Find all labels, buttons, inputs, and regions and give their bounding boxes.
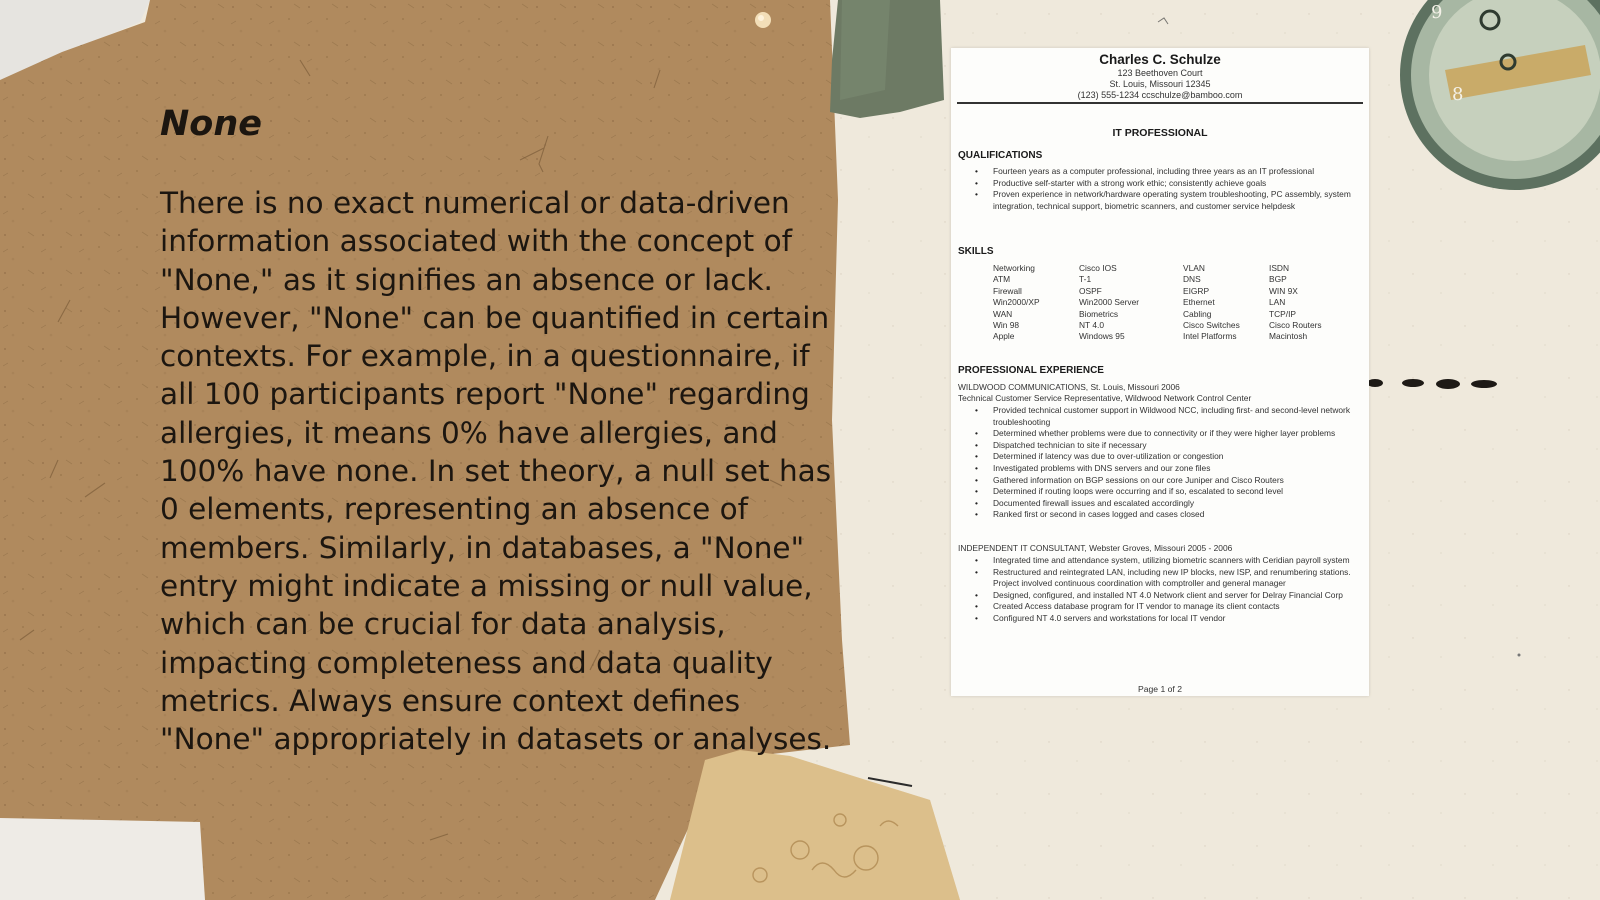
skill-item: VLAN bbox=[1183, 263, 1205, 273]
experience-heading: PROFESSIONAL EXPERIENCE bbox=[958, 365, 1104, 376]
skill-item: TCP/IP bbox=[1269, 308, 1296, 319]
qualifications-list bbox=[975, 166, 1360, 212]
job2-bullet: • Configured NT 4.0 servers and workstations for local IT vendor bbox=[975, 613, 1360, 625]
skill-item: Apple bbox=[993, 331, 1015, 342]
skill-item: LAN bbox=[1269, 297, 1286, 308]
skill-item: Win2000 Server bbox=[1079, 297, 1140, 308]
skill-item: Networking bbox=[993, 263, 1035, 273]
skill-item: Cisco Routers bbox=[1269, 320, 1322, 331]
resume-contact: (123) 555-1234 ccschulze@bamboo.com bbox=[1077, 90, 1243, 100]
job1-title: Technical Customer Service Representative, Wildwood Network Control Center bbox=[958, 393, 1252, 403]
skill-item: DNS bbox=[1183, 274, 1201, 285]
skill-item: Win 98 bbox=[993, 320, 1020, 331]
job2-bullet: • Created Access database program for IT vendor to manage its client contacts bbox=[975, 601, 1360, 613]
skill-item: Firewall bbox=[993, 285, 1022, 296]
skill-item: WAN bbox=[993, 308, 1013, 319]
skill-item: BGP bbox=[1269, 274, 1287, 285]
slide-title: None bbox=[160, 104, 262, 144]
resume-name: Charles C. Schulze bbox=[1099, 52, 1221, 67]
qualification-item: • Productive self-starter with a strong work ethic; consistently achieve goals bbox=[975, 178, 1360, 190]
resume-divider bbox=[957, 102, 1363, 104]
job1-bullet: • Provided technical customer support in Wildwood NCC, including first- and second-level network troubleshooting bbox=[975, 405, 1360, 428]
paper-scrap-bottom-left bbox=[0, 818, 205, 900]
skill-item: OSPF bbox=[1079, 285, 1102, 296]
skill-item: ATM bbox=[993, 274, 1011, 285]
resume-address-line1: 123 Beethoven Court bbox=[1117, 68, 1203, 78]
svg-text:8: 8 bbox=[1452, 84, 1464, 105]
resume-headline: IT PROFESSIONAL bbox=[1112, 127, 1208, 139]
job2-bullet: • Restructured and reintegrated LAN, including new IP blocks, new ISP, and renumbering stations. Project involved continuous coordination with comptroller and general manager bbox=[975, 567, 1360, 590]
job1-bullet: • Determined whether problems were due to connectivity or if they were higher layer problems bbox=[975, 428, 1360, 440]
qualification-item: • Proven experience in network/hardware operating system troubleshooting, PC assembly, system integration, technical support, biometric scanners, and customer service helpdesk bbox=[975, 189, 1360, 212]
qualifications-heading: QUALIFICATIONS bbox=[958, 150, 1043, 161]
resume-address-line2: St. Louis, Missouri 12345 bbox=[1109, 79, 1211, 89]
job1-bullet: • Documented firewall issues and escalated accordingly bbox=[975, 498, 1360, 510]
skill-item: Ethernet bbox=[1183, 297, 1215, 308]
job1-bullet: • Determined if latency was due to over-utilization or congestion bbox=[975, 451, 1360, 463]
skill-item: Biometrics bbox=[1079, 308, 1119, 319]
job1-company: WILDWOOD COMMUNICATIONS, St. Louis, Missouri 2006 bbox=[958, 382, 1180, 392]
qualification-item: • Fourteen years as a computer professional, including three years as an IT professional bbox=[975, 166, 1360, 178]
job2-bullet: • Designed, configured, and installed NT 4.0 Network client and server for Delray Financial Corp bbox=[975, 590, 1360, 602]
job1-bullet: • Dispatched technician to site if necessary bbox=[975, 440, 1360, 452]
page-number: Page 1 of 2 bbox=[1138, 684, 1182, 694]
job1-bullet: • Ranked first or second in cases logged and cases closed bbox=[975, 509, 1360, 521]
skill-item: NT 4.0 bbox=[1079, 320, 1104, 331]
skill-item: WIN 9X bbox=[1269, 285, 1298, 296]
skill-item: T-1 bbox=[1079, 274, 1092, 285]
skill-item: Macintosh bbox=[1269, 331, 1308, 342]
skill-item: Intel Platforms bbox=[1183, 331, 1237, 342]
job1-bullet: • Gathered information on BGP sessions on our core Juniper and Cisco Routers bbox=[975, 475, 1360, 487]
slide-body-text: There is no exact numerical or data-driven information associated with the concept of "None," as it signifies an absence or lack. However, "None" can be quantified in certain contexts. For example, in a questionnaire, if all 100 participants report "None" regarding allergies, it means 0% have allergies, and 100% have none. In set theory, a null set has 0 elements, representing an absence of members. Similarly, in databases, a "None" entry might indicate a missing or null value, which can be crucial for data analysis, impacting completeness and data quality metrics. Always ensure context defines "None" appropriately in datasets or analyses. bbox=[160, 186, 832, 757]
job2-bullet: • Integrated time and attendance system, utilizing biometric scanners with Ceridian payroll system bbox=[975, 555, 1360, 567]
resume-document bbox=[951, 48, 1369, 696]
job2-bullets bbox=[975, 555, 1360, 625]
job1-bullet: • Determined if routing loops were occurring and if so, escalated to second level bbox=[975, 486, 1360, 498]
skill-item: EIGRP bbox=[1183, 285, 1210, 296]
skills-heading: SKILLS bbox=[958, 246, 994, 257]
skills-grid bbox=[993, 263, 1353, 343]
svg-text:9: 9 bbox=[1431, 2, 1443, 23]
job2-company: INDEPENDENT IT CONSULTANT, Webster Groves, Missouri 2005 - 2006 bbox=[958, 543, 1233, 553]
skill-item: Cabling bbox=[1183, 308, 1212, 319]
job1-bullets bbox=[975, 405, 1360, 521]
skill-item: Cisco IOS bbox=[1079, 263, 1117, 273]
skill-item: ISDN bbox=[1269, 263, 1290, 273]
skill-item: Win2000/XP bbox=[993, 297, 1040, 308]
skill-item: Windows 95 bbox=[1079, 331, 1125, 342]
job1-bullet: • Investigated problems with DNS servers and our zone files bbox=[975, 463, 1360, 475]
skill-item: Cisco Switches bbox=[1183, 320, 1240, 331]
